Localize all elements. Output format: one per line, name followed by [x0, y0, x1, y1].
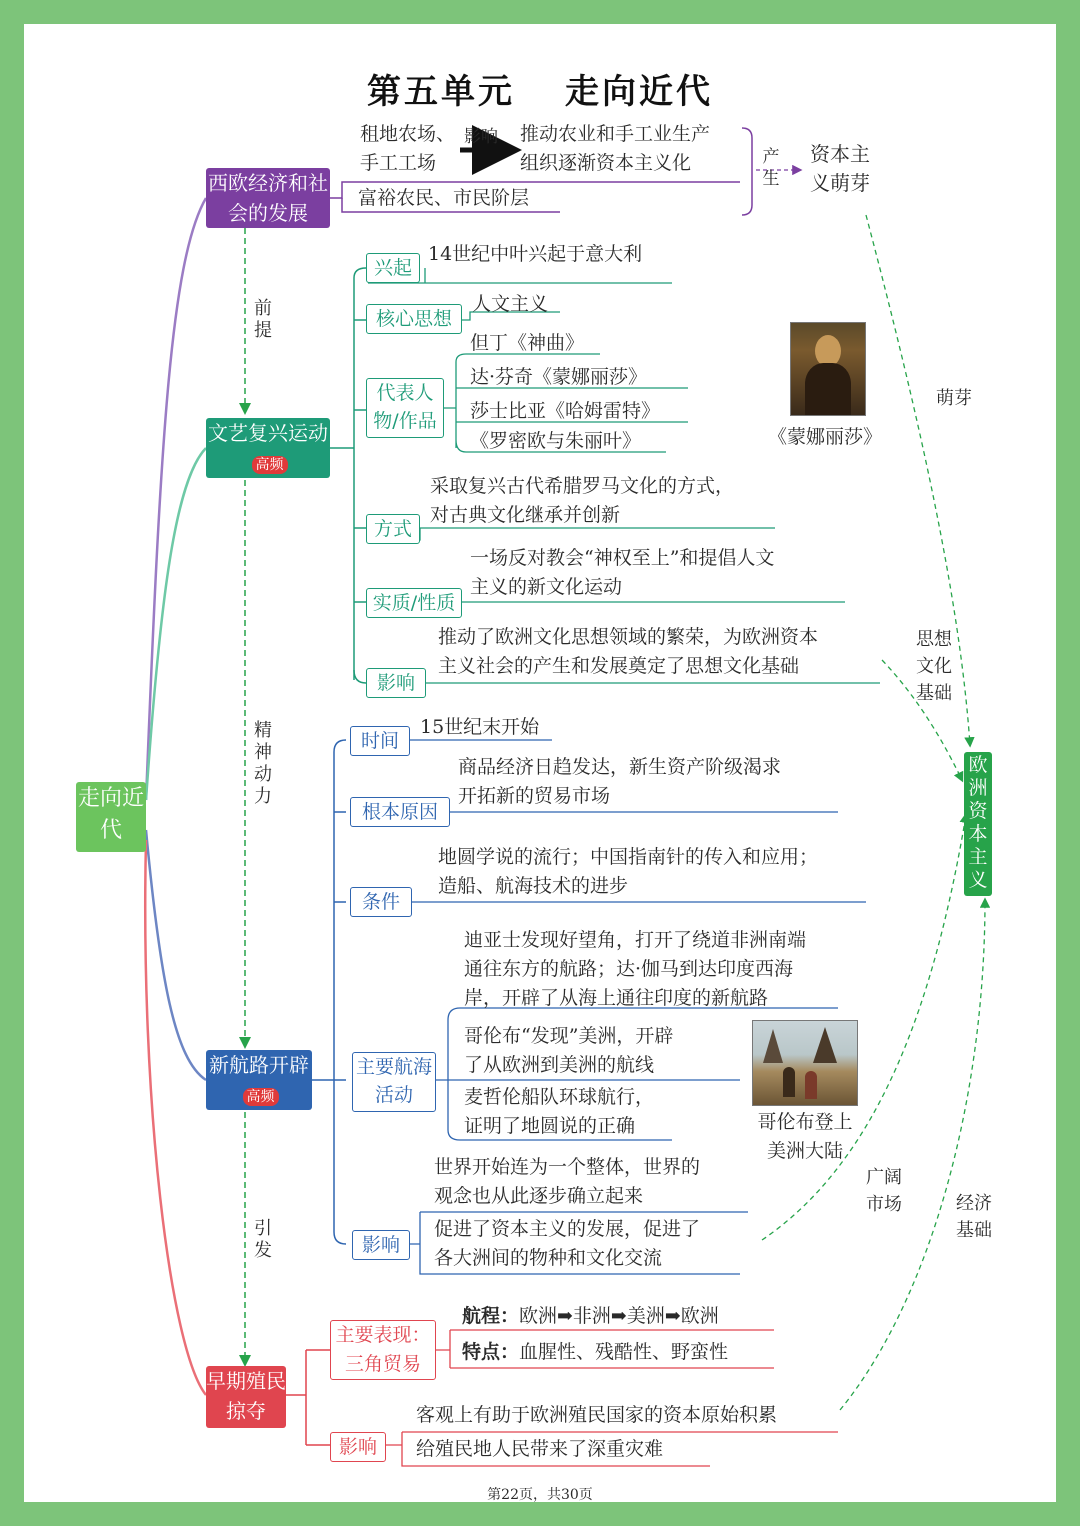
- s1-line1: 租地农场、 手工工场: [360, 123, 456, 174]
- hot-badge: 高频: [252, 456, 288, 474]
- s4-impact-b: 给殖民地人民带来了深重灾难: [416, 1438, 664, 1460]
- s1-produce: 产生: [762, 147, 780, 189]
- s3-cause-text: 商品经济日趋发达，新生资产阶级渴求 开拓新的贸易市场: [458, 756, 782, 807]
- s2-way-text: 采取复兴古代希腊罗马文化的方式， 对古典文化继承并创新: [430, 475, 735, 526]
- tag-main-voyages: 主要航海活动: [352, 1052, 436, 1112]
- link-trigger: 引发: [254, 1218, 272, 1261]
- s4-impact-a: 客观上有助于欧洲殖民国家的资本原始积累: [416, 1404, 778, 1426]
- s2-person-1: 但丁《神曲》: [470, 332, 585, 354]
- s3-cond-text: 地圆学说的流行；中国指南针的传入和应用； 造船、航海技术的进步: [438, 846, 819, 897]
- mona-caption: 《蒙娜丽莎》: [768, 426, 883, 448]
- s3-voyage-dias: 迪亚士发现好望角，打开了绕道非洲南端 通往东方的航路；达·伽马到达印度西海 岸，开辟了从海上通往印度的新航路: [464, 929, 807, 1009]
- section1-box: 西欧经济和社会的发展: [206, 168, 330, 228]
- tag-nature: 实质/性质: [366, 588, 462, 618]
- link-sprout: 萌芽: [936, 388, 972, 409]
- root-node: 走向近代: [76, 782, 146, 852]
- s3-voyage-columbus: 哥伦布“发现”美洲，开辟 了从欧洲到美洲的航线: [464, 1025, 674, 1076]
- section4-box: 早期殖民掠夺: [206, 1366, 286, 1428]
- tag-cond: 条件: [350, 887, 412, 917]
- tag-triangle-trade: 主要表现： 三角贸易: [330, 1320, 436, 1380]
- s2-impact-text: 推动了欧洲文化思想领域的繁荣，为欧洲资本 主义社会的产生和发展奠定了思想文化基础: [438, 626, 819, 677]
- s3-impact-a: 世界开始连为一个整体，世界的 观念也从此逐步确立起来: [434, 1156, 701, 1207]
- s1-sprout: 资本主义萌芽: [810, 142, 870, 195]
- tag-s4-impact: 影响: [330, 1432, 386, 1462]
- s4-feature: 特点：血腥性、残酷性、野蛮性: [462, 1341, 729, 1363]
- s1-line2: 推动农业和手工业生产 组织逐渐资本主义化: [520, 123, 711, 174]
- section2-box: 文艺复兴运动高频: [206, 418, 330, 478]
- columbus-caption: 哥伦布登上 美洲大陆: [757, 1111, 853, 1162]
- link-market: 广阔市场: [866, 1167, 902, 1215]
- s2-person-3: 莎士比亚《哈姆雷特》: [470, 400, 661, 422]
- tag-time: 时间: [350, 726, 410, 756]
- s3-time-text: 15世纪末开始: [420, 716, 540, 738]
- s1-arrow-label: 影响: [464, 127, 498, 147]
- hot-badge-2: 高频: [243, 1088, 279, 1106]
- page-title: 第五单元 走向近代: [367, 72, 713, 112]
- s2-nature-text: 一场反对教会“神权至上”和提倡人文 主义的新文化运动: [470, 547, 775, 598]
- s4-route: 航程：欧洲➡非洲➡美洲➡欧洲: [462, 1305, 719, 1327]
- s3-voyage-magellan: 麦哲伦船队环球航行， 证明了地圆说的正确: [464, 1086, 655, 1137]
- section3-box: 新航路开辟高频: [206, 1050, 312, 1110]
- link-econ: 经济基础: [956, 1193, 992, 1241]
- s2-person-4: 《罗密欧与朱丽叶》: [470, 430, 642, 452]
- tag-s2-impact: 影响: [366, 668, 426, 698]
- mona-lisa-image: [790, 322, 866, 416]
- tag-s3-impact: 影响: [352, 1230, 410, 1260]
- link-culture: 思想文化基础: [916, 629, 952, 704]
- s2-person-2: 达·芬奇《蒙娜丽莎》: [470, 366, 648, 388]
- s2-core-text: 人文主义: [472, 293, 549, 315]
- link-premise: 前提: [254, 298, 272, 341]
- tag-cause: 根本原因: [350, 797, 450, 827]
- tag-way: 方式: [366, 514, 420, 544]
- columbus-image: [752, 1020, 858, 1106]
- tag-core: 核心思想: [366, 304, 462, 334]
- tag-people: 代表人物/作品: [366, 378, 444, 438]
- link-spirit: 精神动力: [254, 720, 272, 807]
- capitalism-node: 欧洲资本主义: [964, 752, 992, 896]
- page-footer: 第22页，共30页: [487, 1487, 593, 1503]
- s3-impact-b: 促进了资本主义的发展，促进了 各大洲间的物种和文化交流: [434, 1218, 701, 1269]
- tag-rise: 兴起: [366, 253, 420, 283]
- s1-line3: 富裕农民、市民阶层: [358, 187, 530, 209]
- s2-rise-text: 14世纪中叶兴起于意大利: [428, 243, 643, 265]
